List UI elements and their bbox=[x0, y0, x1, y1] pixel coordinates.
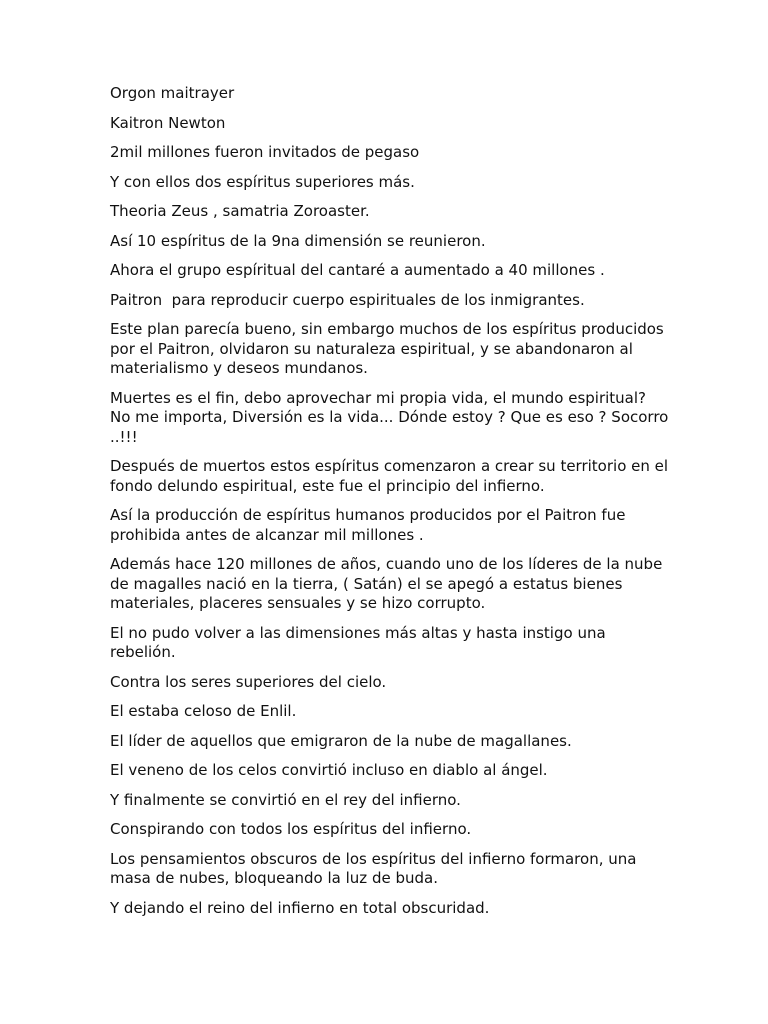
paragraph: El veneno de los celos convirtió incluso en diablo al ángel. bbox=[110, 761, 548, 779]
paragraph: Y con ellos dos espíritus superiores más. bbox=[110, 172, 415, 191]
paragraph: Theoria Zeus , samatria Zoroaster. bbox=[110, 202, 370, 220]
paragraph: Después de muertos estos espíritus comenzaron a crear su territorio en el fondo delundo espiritual, este fue el principio del infierno. bbox=[110, 457, 673, 495]
paragraph: El no pudo volver a las dimensiones más altas y hasta instigo una rebelión. bbox=[110, 623, 611, 661]
paragraph: Paitron para reproducir cuerpo espirituales de los inmigrantes. bbox=[110, 290, 585, 309]
paragraph: Orgon maitrayer bbox=[110, 84, 235, 102]
paragraph: El estaba celoso de Enlil. bbox=[110, 702, 297, 720]
paragraph: Conspirando con todos los espíritus del infierno. bbox=[110, 820, 472, 838]
paragraph: Kaitron Newton bbox=[110, 113, 226, 132]
paragraph: Ahora el grupo espíritual del cantaré a aumentado a 40 millones . bbox=[110, 261, 605, 279]
paragraph: Así la producción de espíritus humanos producidos por el Paitron fue prohibida antes de alcanzar mil millones . bbox=[110, 506, 631, 544]
paragraph: Y finalmente se convirtió en el rey del infierno. bbox=[110, 790, 461, 809]
paragraph: Y dejando el reino del infierno en total obscuridad. bbox=[110, 898, 490, 917]
paragraph: El líder de aquellos que emigraron de la nube de magallanes. bbox=[110, 731, 572, 750]
paragraph: 2mil millones fueron invitados de pegaso bbox=[110, 143, 420, 161]
paragraph: Los pensamientos obscuros de los espíritus del infierno formaron, una masa de nubes, bloqueando la luz de buda. bbox=[110, 849, 642, 887]
paragraph: Además hace 120 millones de años, cuando uno de los líderes de la nube de magalles nació en la tierra, ( Satán) el se apegó a estatus bienes materiales, placeres sensuales y se hizo corrupto. bbox=[110, 555, 668, 612]
paragraph: Muertes es el fin, debo aprovechar mi propia vida, el mundo espiritual? No me importa, Diversión es la vida... Dónde estoy ? Que es eso ? Socorro ..!!! bbox=[110, 388, 674, 446]
paragraph: Contra los seres superiores del cielo. bbox=[110, 672, 387, 691]
document-page bbox=[110, 84, 674, 928]
paragraph: Este plan parecía bueno, sin embargo muchos de los espíritus producidos por el Paitron, olvidaron su naturaleza espiritual, y se abandonaron al materialismo y deseos mundanos. bbox=[110, 320, 669, 377]
paragraph: Así 10 espíritus de la 9na dimensión se reunieron. bbox=[110, 231, 486, 250]
